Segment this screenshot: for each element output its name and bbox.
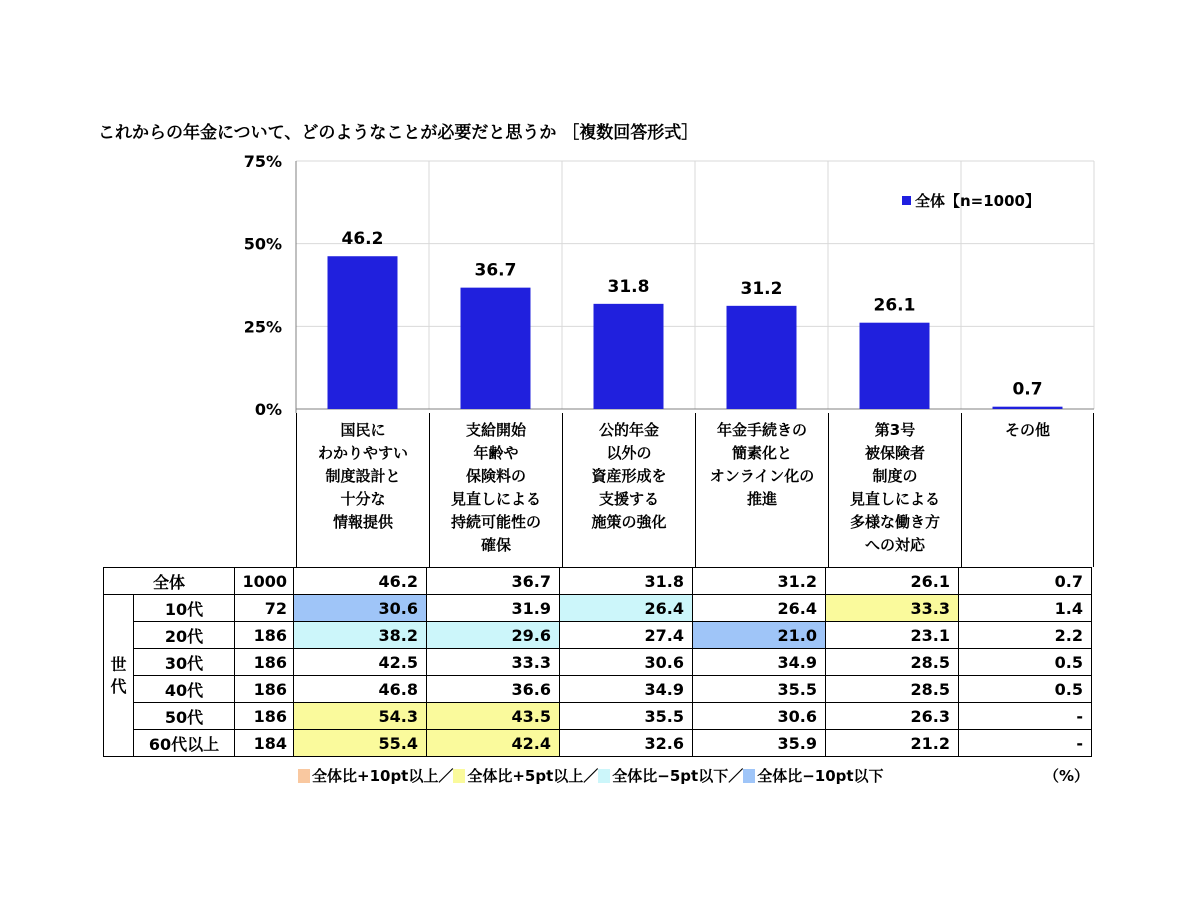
row-n: 1000 bbox=[235, 568, 294, 595]
row-n: 186 bbox=[235, 649, 294, 676]
row-label: 30代 bbox=[134, 649, 235, 676]
bar-value-label: 26.1 bbox=[873, 295, 916, 316]
table-cell: 35.5 bbox=[693, 676, 826, 703]
legend-swatch bbox=[453, 769, 465, 783]
category-label: その他 bbox=[961, 413, 1094, 567]
table-cell: 23.1 bbox=[826, 622, 959, 649]
legend-label: 全体比−5pt以下／ bbox=[612, 767, 744, 785]
table-cell: 2.2 bbox=[959, 622, 1092, 649]
bar-value-label: 36.7 bbox=[474, 260, 517, 281]
group-label: 世 代 bbox=[104, 595, 134, 757]
table-cell: 34.9 bbox=[693, 649, 826, 676]
bar bbox=[993, 407, 1063, 409]
bar bbox=[860, 323, 930, 409]
table-cell: 31.2 bbox=[693, 568, 826, 595]
series-legend-label: 全体【n=1000】 bbox=[915, 192, 1040, 210]
legend-swatch bbox=[298, 769, 310, 783]
row-label: 10代 bbox=[134, 595, 235, 622]
row-n: 186 bbox=[235, 676, 294, 703]
bar bbox=[594, 304, 664, 409]
row-label: 60代以上 bbox=[134, 730, 235, 757]
table-cell: 28.5 bbox=[826, 649, 959, 676]
row-label: 50代 bbox=[134, 703, 235, 730]
table-cell: 21.2 bbox=[826, 730, 959, 757]
table-cell: 33.3 bbox=[826, 595, 959, 622]
table-cell: 0.5 bbox=[959, 649, 1092, 676]
table-cell: 42.4 bbox=[427, 730, 560, 757]
legend-swatch bbox=[598, 769, 610, 783]
y-tick-label: 50% bbox=[243, 234, 282, 254]
table-cell: 42.5 bbox=[294, 649, 427, 676]
row-n: 186 bbox=[235, 622, 294, 649]
row-n: 184 bbox=[235, 730, 294, 757]
unit-label: （%） bbox=[1044, 767, 1090, 785]
table-cell: 30.6 bbox=[693, 703, 826, 730]
y-tick-label: 25% bbox=[243, 317, 282, 337]
table-cell: 30.6 bbox=[560, 649, 693, 676]
category-label: 公的年金 以外の 資産形成を 支援する 施策の強化 bbox=[562, 413, 695, 567]
table-cell: 28.5 bbox=[826, 676, 959, 703]
table-cell: 26.4 bbox=[693, 595, 826, 622]
table-row bbox=[104, 676, 1092, 703]
table-cell: 21.0 bbox=[693, 622, 826, 649]
table-cell: 33.3 bbox=[427, 649, 560, 676]
table-cell: 0.5 bbox=[959, 676, 1092, 703]
table-cell: 26.1 bbox=[826, 568, 959, 595]
row-n: 72 bbox=[235, 595, 294, 622]
category-label: 年金手続きの 簡素化と オンライン化の 推進 bbox=[695, 413, 828, 567]
row-n: 186 bbox=[235, 703, 294, 730]
table-cell: 55.4 bbox=[294, 730, 427, 757]
table-cell: 36.7 bbox=[427, 568, 560, 595]
table-cell: - bbox=[959, 730, 1092, 757]
legend-label: 全体比−10pt以下 bbox=[757, 767, 884, 785]
data-table bbox=[103, 567, 1092, 757]
table-cell: 43.5 bbox=[427, 703, 560, 730]
table-cell: 46.8 bbox=[294, 676, 427, 703]
table-cell: 36.6 bbox=[427, 676, 560, 703]
category-label: 国民に わかりやすい 制度設計と 十分な 情報提供 bbox=[296, 413, 429, 567]
table-cell: 35.9 bbox=[693, 730, 826, 757]
bar-value-label: 31.2 bbox=[740, 278, 783, 299]
table-cell: 27.4 bbox=[560, 622, 693, 649]
table-cell: 31.8 bbox=[560, 568, 693, 595]
bar bbox=[461, 288, 531, 409]
category-label: 支給開始 年齢や 保険料の 見直しによる 持続可能性の 確保 bbox=[429, 413, 562, 567]
legend-swatch bbox=[743, 769, 755, 783]
table-row bbox=[104, 595, 1092, 622]
table-row bbox=[104, 703, 1092, 730]
bar-value-label: 0.7 bbox=[1012, 379, 1043, 400]
category-label: 第3号 被保険者 制度の 見直しによる 多様な働き方 への対応 bbox=[828, 413, 961, 567]
table-cell: 31.9 bbox=[427, 595, 560, 622]
bar-value-label: 31.8 bbox=[607, 276, 650, 297]
table-cell: 0.7 bbox=[959, 568, 1092, 595]
table-cell: 26.4 bbox=[560, 595, 693, 622]
bar-value-label: 46.2 bbox=[341, 229, 384, 250]
table-cell: - bbox=[959, 703, 1092, 730]
legend-label: 全体比+5pt以上／ bbox=[467, 767, 599, 785]
row-label: 40代 bbox=[134, 676, 235, 703]
table-cell: 32.6 bbox=[560, 730, 693, 757]
series-legend-swatch bbox=[902, 196, 911, 205]
table-cell: 54.3 bbox=[294, 703, 427, 730]
y-tick-label: 75% bbox=[243, 152, 282, 171]
table-row bbox=[104, 649, 1092, 676]
table-cell: 1.4 bbox=[959, 595, 1092, 622]
table-row bbox=[104, 730, 1092, 757]
table-cell: 30.6 bbox=[294, 595, 427, 622]
legend-label: 全体比+10pt以上／ bbox=[312, 767, 454, 785]
table-cell: 34.9 bbox=[560, 676, 693, 703]
row-label: 全体 bbox=[104, 568, 235, 595]
table-cell: 35.5 bbox=[560, 703, 693, 730]
bar bbox=[328, 256, 398, 409]
series-legend bbox=[902, 190, 1040, 211]
table-row-total bbox=[104, 568, 1092, 595]
bar bbox=[727, 306, 797, 409]
table-cell: 38.2 bbox=[294, 622, 427, 649]
row-label: 20代 bbox=[134, 622, 235, 649]
table-cell: 46.2 bbox=[294, 568, 427, 595]
y-tick-label: 0% bbox=[254, 400, 282, 419]
chart-title: これからの年金について、どのようなことが必要だと思うか ［複数回答形式］ bbox=[98, 123, 699, 143]
table-cell: 26.3 bbox=[826, 703, 959, 730]
color-legend bbox=[298, 765, 884, 786]
table-row bbox=[104, 622, 1092, 649]
table-cell: 29.6 bbox=[427, 622, 560, 649]
